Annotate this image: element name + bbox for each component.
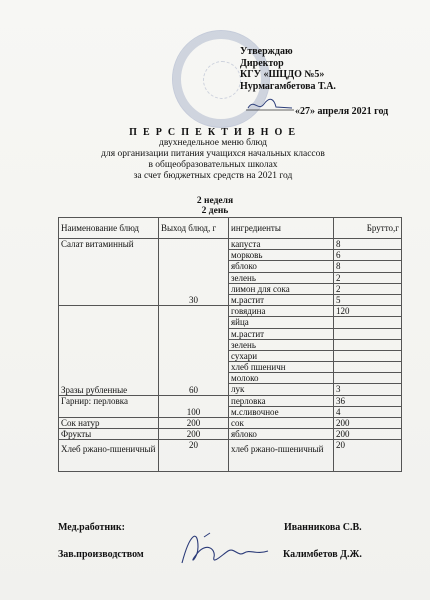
output-cell: 60 — [159, 306, 229, 396]
ingredient-cell: капуста — [229, 239, 334, 250]
ingredient-cell: яйца — [229, 317, 334, 328]
brutto-cell: 6 — [334, 250, 402, 261]
production-head-label: Зав.производством — [58, 549, 144, 560]
menu-table — [58, 217, 402, 472]
ingredient-cell: хлеб ржано-пшеничный — [229, 440, 334, 472]
brutto-cell — [334, 373, 402, 384]
output-cell: 100 — [159, 395, 229, 417]
header-dish: Наименование блюд — [59, 218, 159, 239]
output-cell: 30 — [159, 239, 229, 306]
ingredient-cell: м.растит — [229, 294, 334, 305]
brutto-cell — [334, 350, 402, 361]
table-header-row — [59, 218, 402, 239]
brutto-cell — [334, 317, 402, 328]
approval-line-2: Директор — [240, 57, 284, 69]
dish-cell: Салат витаминный — [59, 239, 159, 306]
brutto-cell — [334, 339, 402, 350]
brutto-cell: 36 — [334, 395, 402, 406]
director-signature — [246, 96, 294, 114]
ingredient-cell: лимон для сока — [229, 283, 334, 294]
brutto-cell: 2 — [334, 272, 402, 283]
ingredient-cell: морковь — [229, 250, 334, 261]
med-worker-name: Иванникова С.В. — [284, 522, 362, 533]
title-line-2: двухнедельное меню блюд — [159, 138, 267, 148]
brutto-cell: 8 — [334, 261, 402, 272]
brutto-cell: 200 — [334, 429, 402, 440]
header-brutto: Брутто,г — [334, 218, 402, 239]
ingredient-cell: сок — [229, 418, 334, 429]
table-row — [59, 306, 402, 317]
ingredient-cell: зелень — [229, 339, 334, 350]
approval-line-3: КГУ «ШЦДО №5» — [240, 69, 325, 80]
title-line-3: для организации питания учащихся начальных классов — [101, 149, 325, 159]
table-row — [59, 440, 402, 472]
title-heading: П Е Р С П Е К Т И В Н О Е — [129, 127, 297, 138]
brutto-cell — [334, 362, 402, 373]
approval-line-1: Утверждаю — [240, 46, 293, 57]
brutto-cell: 8 — [334, 239, 402, 250]
dish-cell: Гарнир: перловка — [59, 395, 159, 417]
header-ingredients: ингредиенты — [229, 218, 334, 239]
header-output: Выход блюд, г — [159, 218, 229, 239]
table-row — [59, 429, 402, 440]
output-cell: 200 — [159, 429, 229, 440]
dish-cell: Зразы рубленные — [59, 306, 159, 396]
brutto-cell: 4 — [334, 406, 402, 417]
title-line-5: за счет бюджетных средств на 2021 год — [133, 171, 293, 181]
ingredient-cell: м.сливочное — [229, 406, 334, 417]
approval-date-line — [243, 105, 429, 119]
week-day-label — [140, 196, 290, 216]
production-head-name: Калимбетов Д.Ж. — [283, 549, 362, 560]
dish-cell: Хлеб ржано-пшеничный — [59, 440, 159, 472]
output-cell: 20 — [159, 440, 229, 472]
document-title — [28, 127, 398, 182]
ingredient-cell: яблоко — [229, 261, 334, 272]
handwritten-signature — [176, 527, 276, 571]
brutto-cell: 200 — [334, 418, 402, 429]
ingredient-cell: молоко — [229, 373, 334, 384]
ingredient-cell: м.растит — [229, 328, 334, 339]
brutto-cell: 120 — [334, 306, 402, 317]
dish-cell: Фрукты — [59, 429, 159, 440]
brutto-cell: 3 — [334, 384, 402, 395]
day-label: 2 день — [201, 206, 229, 216]
ingredient-cell: перловка — [229, 395, 334, 406]
ingredient-cell: зелень — [229, 272, 334, 283]
ingredient-cell: яблоко — [229, 429, 334, 440]
approval-line-4: Нурмагамбетова Т.А. — [240, 80, 336, 92]
dish-cell: Сок натур — [59, 418, 159, 429]
menu-table-body — [59, 239, 402, 472]
med-worker-label: Мед.работник: — [58, 522, 125, 533]
output-cell: 200 — [159, 418, 229, 429]
brutto-cell — [334, 328, 402, 339]
table-row — [59, 239, 402, 250]
approval-block — [240, 46, 336, 92]
title-line-4: в общеобразовательных школах — [148, 160, 278, 170]
week-label: 2 неделя — [196, 196, 234, 206]
ingredient-cell: хлеб пшеничн — [229, 362, 334, 373]
brutto-cell: 20 — [334, 440, 402, 472]
table-row — [59, 418, 402, 429]
ingredient-cell: говядина — [229, 306, 334, 317]
table-row — [59, 395, 402, 406]
brutto-cell: 5 — [334, 294, 402, 305]
brutto-cell: 2 — [334, 283, 402, 294]
approval-date: «27» апреля 2021 год — [295, 106, 389, 117]
ingredient-cell: лук — [229, 384, 334, 395]
ingredient-cell: сухари — [229, 350, 334, 361]
